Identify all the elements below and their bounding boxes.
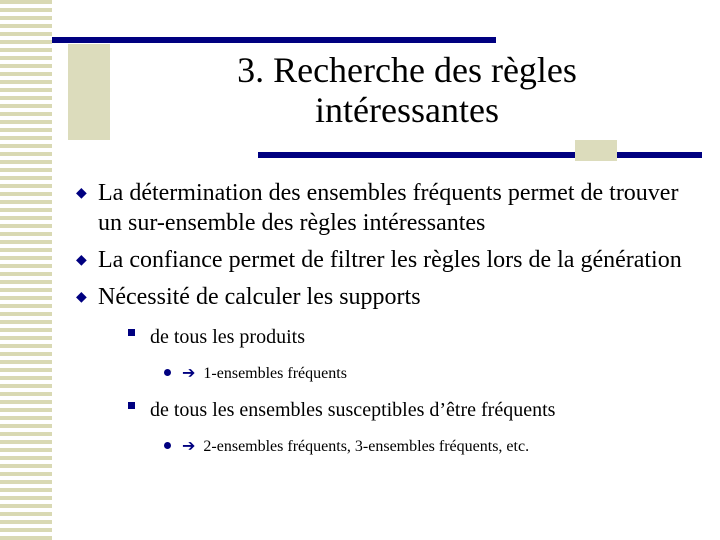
bullet-item: [76, 282, 696, 312]
rule-accent-square: [575, 140, 617, 161]
diamond-bullet-icon: ◆: [76, 290, 87, 305]
title-accent-square: [68, 44, 110, 140]
title-bottom-rule: [258, 152, 702, 158]
slide-title: [110, 50, 704, 130]
bullet-text: La détermination des ensembles fréquents permet de trouver un sur-ensemble des règles intéressantes: [98, 180, 679, 236]
arrow-right-icon: ➔: [182, 363, 196, 382]
left-stripe-decoration: [0, 0, 52, 540]
bullet-text: La confiance permet de filtrer les règles lors de la génération: [98, 247, 682, 273]
bullet-item: [76, 245, 696, 275]
sub-bullet-item: [128, 397, 696, 423]
diamond-bullet-icon: ◆: [76, 253, 87, 268]
sub-sub-bullet-item: [164, 435, 696, 458]
circle-bullet-icon: [164, 442, 171, 449]
square-bullet-icon: [128, 402, 135, 409]
sub-sub-bullet-item: [164, 362, 696, 385]
diamond-bullet-icon: ◆: [76, 186, 87, 201]
bullet-text: Nécessité de calculer les supports: [98, 284, 421, 310]
sub-bullet-text: de tous les ensembles susceptibles d’être fréquents: [150, 399, 556, 421]
sub-bullet-item: [128, 324, 696, 350]
arrow-right-icon: ➔: [182, 436, 196, 455]
slide-title-line-1: 3. Recherche des règles: [237, 50, 577, 90]
bullet-item: [76, 178, 696, 238]
square-bullet-icon: [128, 329, 135, 336]
slide-title-line-2: intéressantes: [315, 90, 499, 130]
sub-bullet-text: de tous les produits: [150, 326, 305, 348]
bullet-list: [76, 178, 696, 462]
title-top-rule: [52, 37, 496, 43]
circle-bullet-icon: [164, 369, 171, 376]
sub-sub-bullet-text: 1-ensembles fréquents: [203, 365, 347, 382]
sub-sub-bullet-text: 2-ensembles fréquents, 3-ensembles fréquents, etc.: [203, 438, 530, 455]
